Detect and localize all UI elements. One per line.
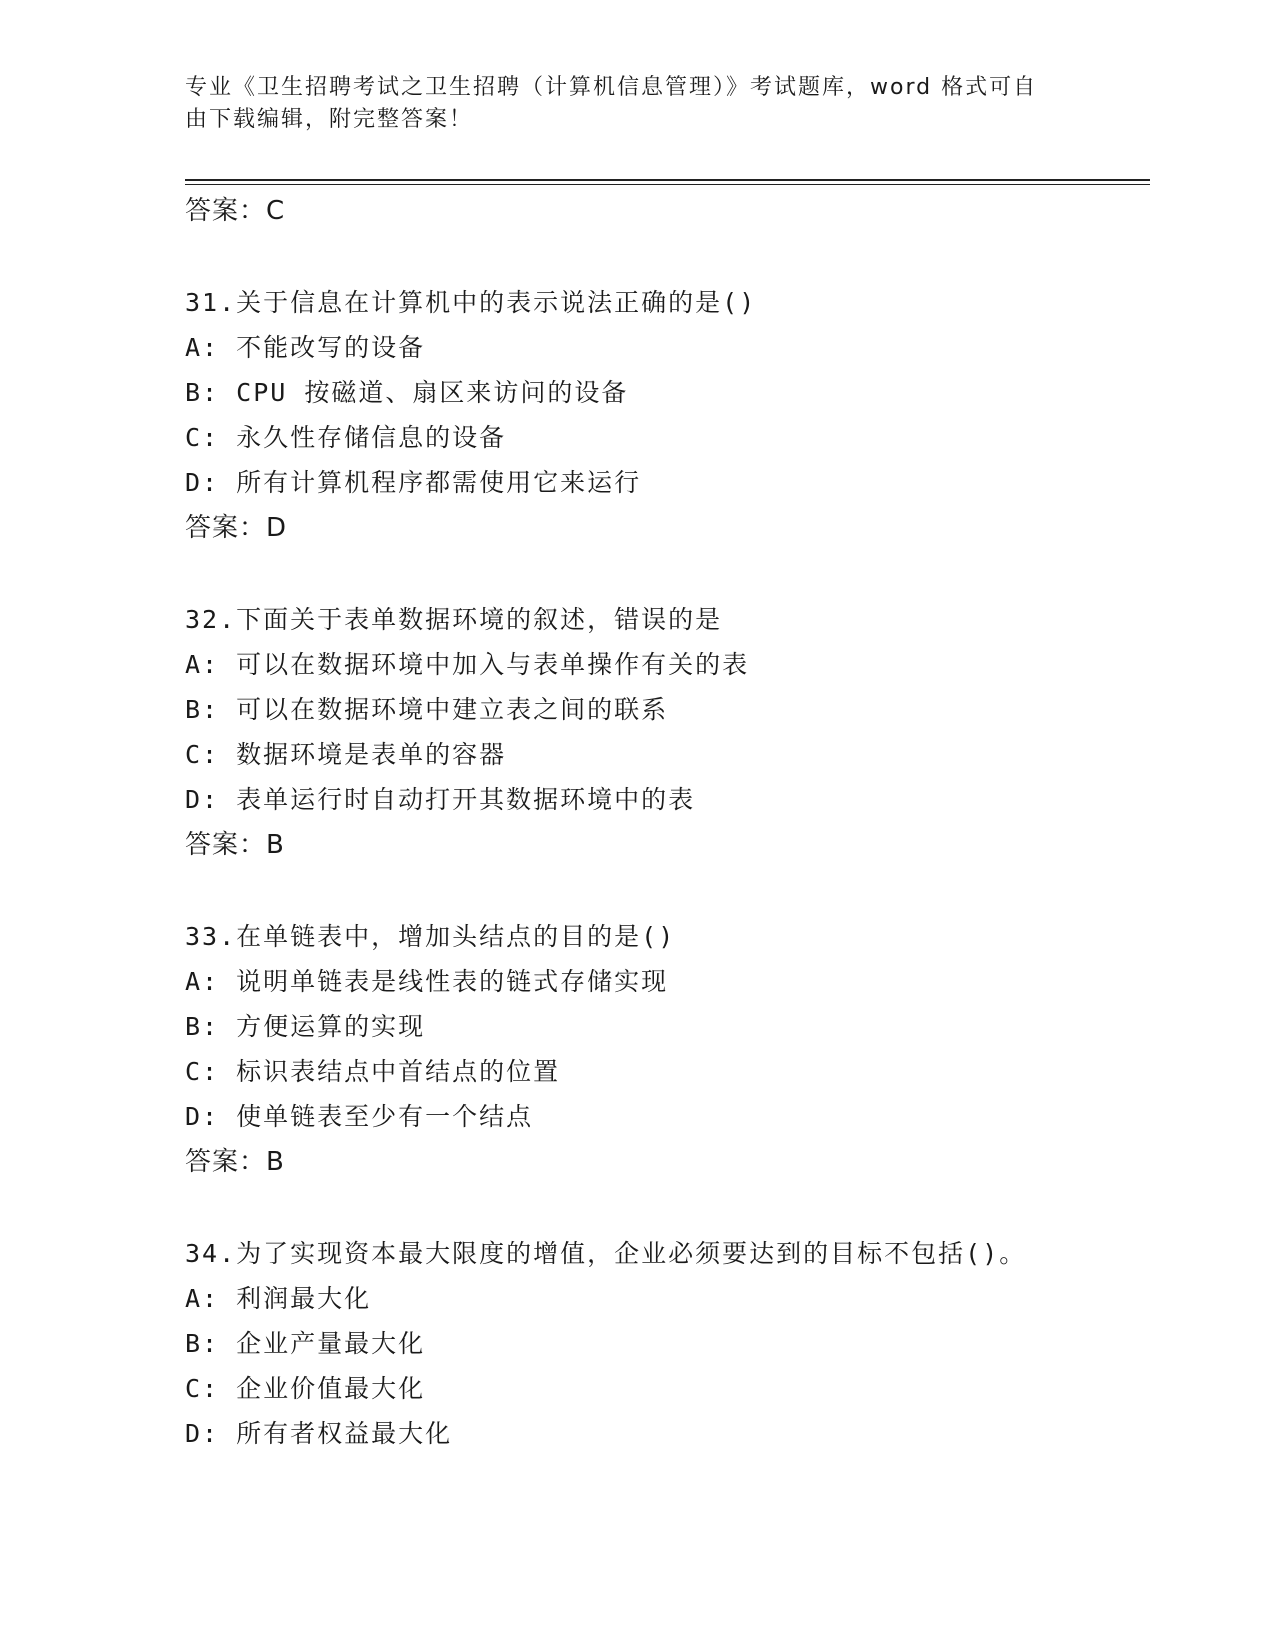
option-d: D: 使单链表至少有一个结点 xyxy=(185,1102,534,1131)
question-32 xyxy=(185,597,1145,868)
question-stem: 33.在单链表中，增加头结点的目的是() xyxy=(185,922,676,951)
question-stem: 31.关于信息在计算机中的表示说法正确的是() xyxy=(185,288,757,317)
question-31 xyxy=(185,280,1145,551)
answer-line: 答案：C xyxy=(185,196,286,226)
answer-line: 答案：D xyxy=(185,513,288,543)
header-line-1: 专业《卫生招聘考试之卫生招聘（计算机信息管理）》考试题库，word 格式可自 xyxy=(185,75,1038,100)
question-stem: 32.下面关于表单数据环境的叙述，错误的是 xyxy=(185,605,723,634)
header-divider-thick xyxy=(185,179,1150,181)
option-c: C: 永久性存储信息的设备 xyxy=(185,423,507,452)
option-b: B: 可以在数据环境中建立表之间的联系 xyxy=(185,695,669,724)
option-b: B: 方便运算的实现 xyxy=(185,1012,426,1041)
option-d: D: 表单运行时自动打开其数据环境中的表 xyxy=(185,785,696,814)
option-a: A: 可以在数据环境中加入与表单操作有关的表 xyxy=(185,650,750,679)
option-c: C: 企业价值最大化 xyxy=(185,1374,426,1403)
answer-line: 答案：B xyxy=(185,1147,285,1177)
header-divider-thin xyxy=(185,184,1150,185)
question-33 xyxy=(185,914,1145,1185)
question-stem: 34.为了实现资本最大限度的增值，企业必须要达到的目标不包括()。 xyxy=(185,1239,1027,1268)
document-header xyxy=(185,72,1085,136)
header-line-2: 由下载编辑，附完整答案！ xyxy=(185,107,474,132)
option-b: B: 企业产量最大化 xyxy=(185,1329,426,1358)
option-c: C: 数据环境是表单的容器 xyxy=(185,740,507,769)
option-a: A: 说明单链表是线性表的链式存储实现 xyxy=(185,967,669,996)
option-a: A: 不能改写的设备 xyxy=(185,333,426,362)
option-d: D: 所有计算机程序都需使用它来运行 xyxy=(185,468,642,497)
question-list xyxy=(185,188,1145,1456)
option-c: C: 标识表结点中首结点的位置 xyxy=(185,1057,561,1086)
option-b: B: CPU 按磁道、扇区来访问的设备 xyxy=(185,378,629,407)
option-a: A: 利润最大化 xyxy=(185,1284,372,1313)
question-34 xyxy=(185,1231,1145,1456)
answer-line: 答案：B xyxy=(185,830,285,860)
option-d: D: 所有者权益最大化 xyxy=(185,1419,453,1448)
